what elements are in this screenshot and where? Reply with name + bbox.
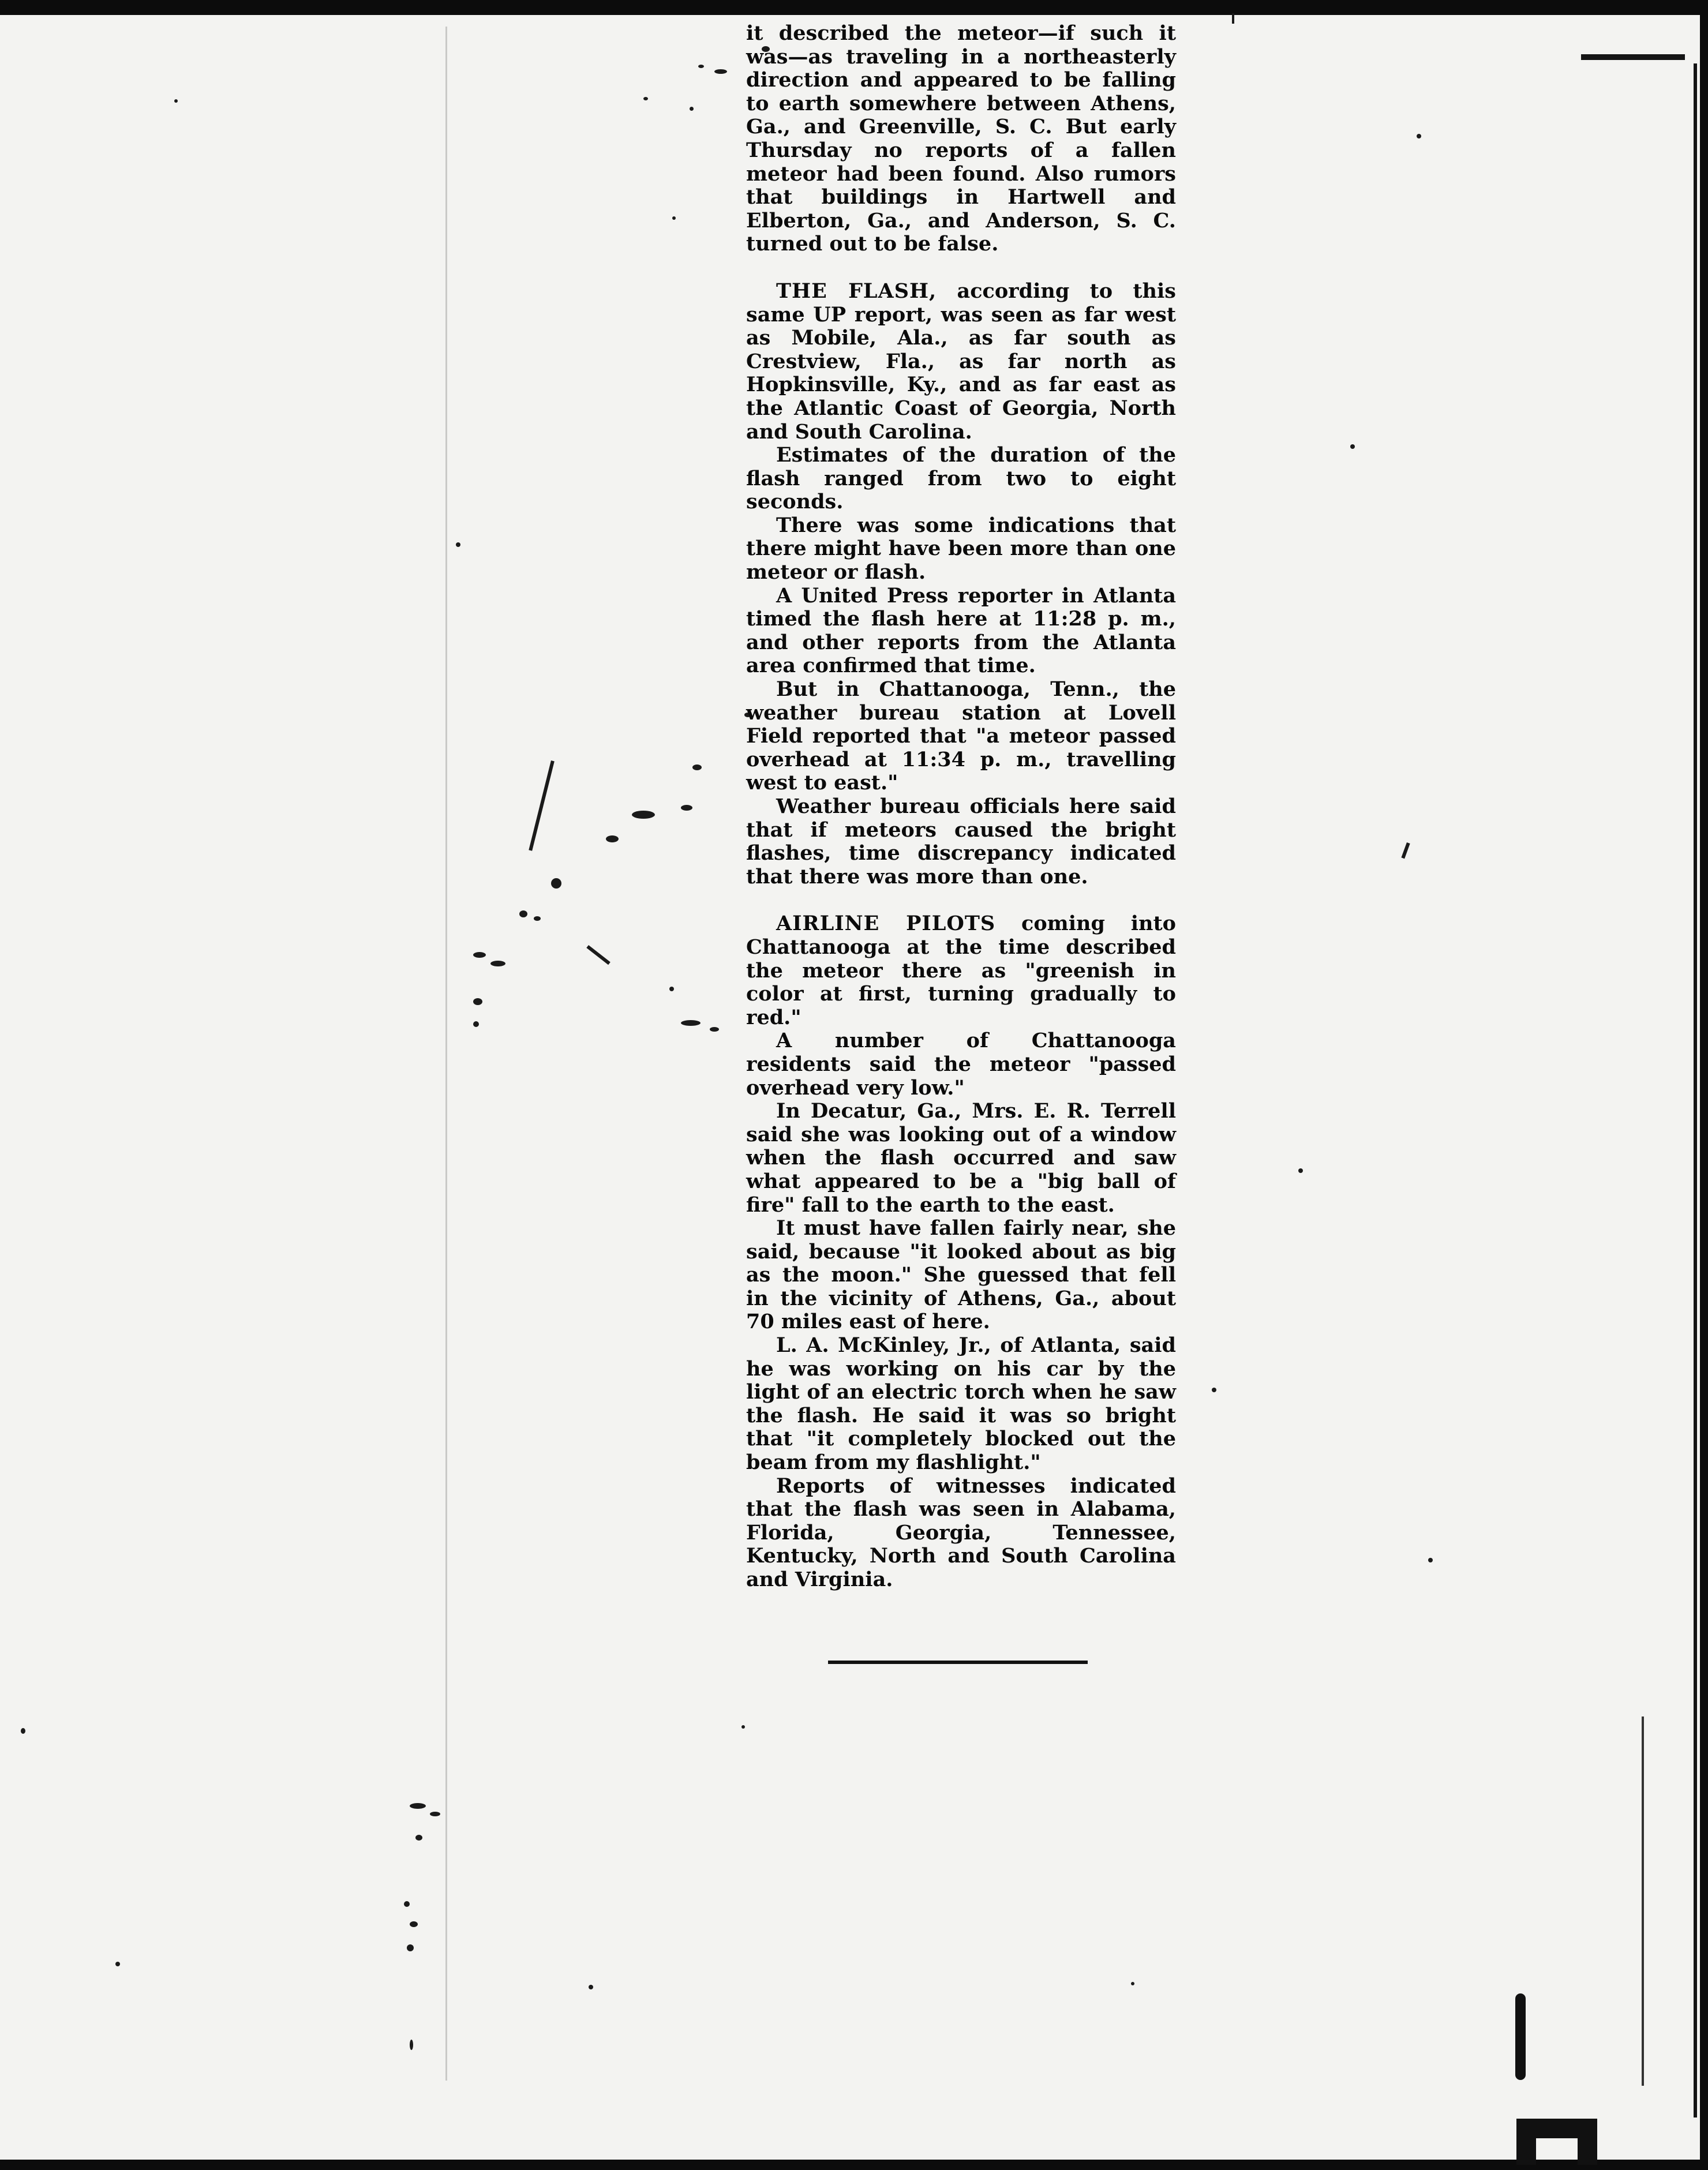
pen-stroke [1232, 13, 1234, 24]
clipping-edge [445, 27, 447, 2081]
article-paragraph: A United Press reporter in Atlanta timed the flash here at 11:28 p. m., and other reports from the Atlanta area confirmed that time. [746, 583, 1176, 678]
page-border-inner [1642, 1716, 1644, 2086]
speck [473, 952, 486, 958]
article-paragraph: It must have fallen fairly near, she said, because "it looked about as big as the moon." She guessed that fell in the vicinity of Athens, Ga., about 70 miles east of here. [746, 1216, 1176, 1334]
pen-stroke [1401, 842, 1410, 859]
speck [1298, 1168, 1303, 1173]
speck [692, 764, 702, 770]
subhead-lead: THE FLASH, [776, 279, 937, 303]
article-column [746, 22, 1176, 1592]
speck [174, 99, 178, 103]
speck [589, 1985, 593, 1989]
speck [410, 1921, 418, 1927]
speck [410, 2040, 413, 2050]
speck [669, 987, 674, 991]
subhead-lead: AIRLINE PILOTS [776, 912, 996, 936]
speck [681, 1020, 701, 1026]
page-border-right [1694, 63, 1697, 2117]
speck [415, 1835, 422, 1841]
article-paragraph [746, 912, 1176, 1029]
speck [473, 998, 482, 1005]
article-paragraph: A number of Chattanooga residents said the meteor "passed overhead very low." [746, 1029, 1176, 1100]
speck [404, 1901, 410, 1907]
paragraph-text: according to this same UP report, was seen as far west as Mobile, Ala., as far south as Crestview, Fla., as far north as Hopkinsville, Ky., and as far east as the Atlantic Coast of Georgia, North and South Carolina. [746, 279, 1177, 444]
speck [1350, 444, 1355, 449]
speck [710, 1027, 719, 1032]
article-paragraph: Reports of witnesses indicated that the flash was seen in Alabama, Florida, Georgia, Tennessee, Kentucky, North and South Carolina and Virginia. [746, 1474, 1176, 1591]
speck [407, 1944, 414, 1951]
speck [1212, 1388, 1216, 1392]
speck [490, 961, 505, 966]
page-border-top-right [1581, 54, 1685, 60]
scan-edge-right [1700, 0, 1708, 2170]
pen-stroke [586, 945, 610, 965]
speck [698, 65, 704, 68]
speck [115, 1962, 120, 1966]
article-end-rule [828, 1661, 1088, 1664]
speck [21, 1728, 25, 1734]
speck [606, 835, 619, 842]
article-paragraph: Weather bureau officials here said that if meteors caused the bright flashes, time discrepancy indicated that there was more than one. [746, 794, 1176, 889]
scan-edge-top [0, 0, 1708, 15]
article-paragraph: There was some indications that there might have been more than one meteor or flash. [746, 513, 1176, 584]
speck [1428, 1558, 1433, 1562]
article-paragraph: Estimates of the duration of the flash ranged from two to eight seconds. [746, 443, 1176, 514]
speck [714, 69, 727, 74]
article-paragraph: But in Chattanooga, Tenn., the weather bureau station at Lovell Field reported that "a meteor passed overhead at 11:34 p. m., travelling west to east." [746, 677, 1176, 795]
pen-stroke [529, 760, 555, 851]
speck [473, 1021, 479, 1027]
article-paragraph: it described the meteor—if such it was—as traveling in a northeasterly direction and appeared to be falling to earth somewhere between Athens, Ga., and Greenville, S. C. But early Thursday no reports of a fallen meteor had been found. Also rumors that buildings in Hartwell and Elberton, Ga., and Anderson, S. C. turned out to be false. [746, 21, 1176, 256]
speck [690, 107, 694, 111]
speck [672, 216, 676, 220]
speck [1131, 1982, 1134, 1985]
article-paragraph: L. A. McKinley, Jr., of Atlanta, said he was working on his car by the light of an electric torch when he saw the flash. He said it was so bright that "it completely blocked out the beam from my flashlight." [746, 1333, 1176, 1475]
speck [632, 811, 655, 819]
speck [534, 916, 541, 921]
speck [551, 878, 561, 889]
speck [430, 1812, 440, 1816]
speck [741, 1725, 745, 1729]
binder-mark [1515, 1993, 1526, 2080]
speck [1417, 134, 1421, 138]
speck [643, 97, 648, 100]
speck [681, 805, 692, 811]
paragraph-text: coming into Chattanooga at the time described the meteor there as "greenish in color at first, turning gradually to red." [746, 912, 1177, 1029]
speck [410, 1803, 426, 1809]
article-paragraph: In Decatur, Ga., Mrs. E. R. Terrell said she was looking out of a window when the flash occurred and saw what appeared to be a "big ball of fire" fall to the earth to the east. [746, 1099, 1176, 1217]
speck [456, 542, 460, 547]
speck [519, 910, 527, 917]
corner-mark [1516, 2119, 1597, 2165]
scan-edge-bottom [0, 2160, 1708, 2170]
article-paragraph [746, 280, 1176, 444]
